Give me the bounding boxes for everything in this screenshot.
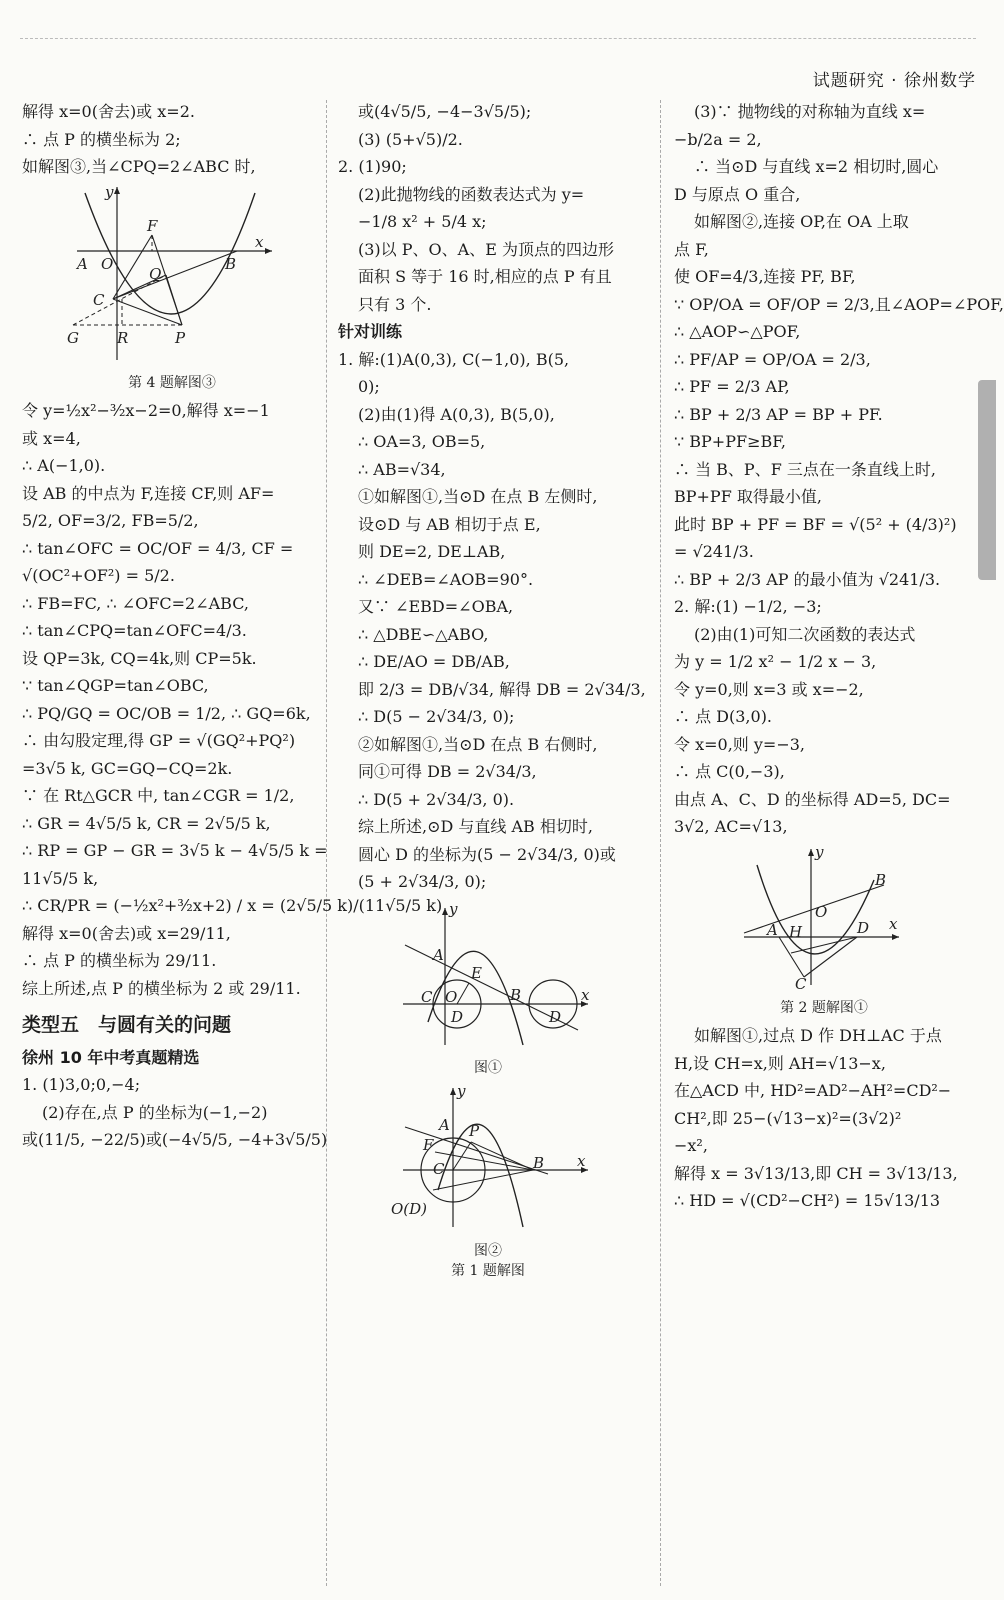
fig-label: y	[105, 182, 114, 201]
fig-label: B	[875, 870, 887, 889]
text-line: ∴ AB=√34,	[358, 459, 446, 479]
text-line: 11√5/5 k,	[22, 868, 99, 888]
text-line: 或(11/5, −22/5)或(−4√5/5, −4+3√5/5)	[22, 1130, 328, 1149]
text-line: 如解图②,连接 OP,在 OA 上取	[694, 212, 909, 231]
text-line: ∴ PQ/GQ = OC/OB = 1/2, ∴ GQ=6k,	[22, 703, 311, 723]
figure-caption: 图②	[474, 1242, 502, 1259]
fig-label: A	[439, 1116, 450, 1134]
right-column	[674, 98, 1004, 1600]
text-line: (2)由(1)得 A(0,3), B(5,0),	[358, 404, 555, 424]
text-line: 综上所述,点 P 的横坐标为 2 或 29/11.	[22, 978, 301, 998]
figure-caption: 第 4 题解图③	[128, 375, 216, 391]
text-line: −b/2a = 2,	[674, 129, 762, 149]
figure-q2-1	[674, 842, 974, 1019]
fig-label: C	[93, 290, 105, 309]
text-line: ∴ 由勾股定理,得 GP = √(GQ²+PQ²)	[22, 731, 296, 750]
text-line: ∴ △AOP∽△POF,	[674, 322, 801, 341]
fig-label: E	[471, 963, 482, 982]
page-header	[0, 0, 996, 100]
fig-label: y	[457, 1082, 466, 1100]
text-line: 1. 解:(1)A(0,3), C(−1,0), B(5,	[338, 349, 570, 369]
circle-diagram-1	[383, 900, 593, 1050]
fig-label: A	[77, 254, 88, 273]
text-line: 则 DE=2, DE⊥AB,	[358, 542, 506, 561]
text-line: CH²,即 25−(√13−x)²=(3√2)²	[674, 1108, 902, 1128]
text-line: ∴ RP = GP − GR = 3√5 k − 4√5/5 k =	[22, 841, 328, 860]
fig-label: A	[767, 920, 778, 939]
fig-label: P	[469, 1122, 480, 1140]
text-line: ∴ △DBE∽△ABO,	[358, 624, 489, 644]
middle-column	[338, 98, 646, 1600]
text-line: ∴ tan∠OFC = OC/OF = 4/3, CF =	[22, 538, 294, 558]
figure-q1-1	[338, 900, 638, 1079]
text-line: ①如解图①,当⊙D 在点 B 左侧时,	[358, 487, 598, 506]
text-line: ∴ BP + 2/3 AP = BP + PF.	[674, 404, 883, 424]
figure-caption: 第 1 题解图	[451, 1262, 525, 1279]
text-line: 解得 x = 3√13/13,即 CH = 3√13/13,	[674, 1163, 958, 1183]
text-line: BP+PF 取得最小值,	[674, 487, 822, 506]
text-line: 圆心 D 的坐标为(5 − 2√34/3, 0)或	[358, 844, 616, 864]
text-line: 设⊙D 与 AB 相切于点 E,	[358, 514, 541, 534]
side-tab	[978, 380, 996, 580]
fig-label: x	[889, 914, 898, 933]
text-line: (2)存在,点 P 的坐标为(−1,−2)	[42, 1102, 268, 1122]
text-line: ∵ tan∠QGP=tan∠OBC,	[22, 676, 209, 695]
text-line: 即 2/3 = DB/√34, 解得 DB = 2√34/3,	[358, 679, 646, 699]
section-subtitle: 针对训练	[338, 322, 403, 341]
text-line: 如解图③,当∠CPQ=2∠ABC 时,	[22, 157, 256, 176]
text-line: ∴ 当 B、P、F 三点在一条直线上时,	[674, 459, 936, 479]
text-line: −1/8 x² + 5/4 x;	[358, 212, 487, 231]
text-line: ∴ 点 P 的横坐标为 29/11.	[22, 951, 217, 970]
text-line: ∴ ∠DEB=∠AOB=90°.	[358, 569, 534, 589]
text-line: ∴ 点 D(3,0).	[674, 707, 773, 726]
fig-label: B	[225, 254, 237, 273]
text-line: ∴ OA=3, OB=5,	[358, 432, 486, 451]
text-line: ∴ 点 P 的横坐标为 2;	[22, 129, 181, 149]
text-line: 2. 解:(1) −1/2, −3;	[674, 597, 822, 616]
fig-label: x	[577, 1152, 586, 1170]
text-line: 令 y=0,则 x=3 或 x=−2,	[674, 679, 864, 699]
text-line: −x²,	[674, 1136, 708, 1155]
fig-label: Q	[149, 264, 162, 283]
text-line: (3)∵ 抛物线的对称轴为直线 x=	[694, 102, 926, 121]
circle-diagram-2	[383, 1082, 593, 1232]
text-line: 或 x=4,	[22, 428, 81, 448]
fig-label: O	[815, 902, 828, 921]
text-line: =3√5 k, GC=GQ−CQ=2k.	[22, 758, 233, 778]
text-line: √(OC²+OF²) = 5/2.	[22, 566, 175, 585]
fig-label: B	[510, 985, 522, 1004]
fig-label: A	[433, 945, 444, 964]
header-title: 试题研究 · 徐州数学	[812, 71, 976, 91]
text-line: ∵ 在 Rt△GCR 中, tan∠CGR = 1/2,	[22, 786, 295, 805]
fig-label: C	[421, 987, 433, 1006]
figure-caption: 图①	[474, 1060, 502, 1076]
fig-label: D	[857, 918, 870, 937]
fig-label: C	[795, 974, 807, 993]
text-line: 在△ACD 中, HD²=AD²−AH²=CD²−	[674, 1081, 952, 1100]
figure-caption: 第 2 题解图①	[780, 1000, 868, 1016]
text-line: (2)由(1)可知二次函数的表达式	[694, 624, 916, 644]
text-line: (3) (5+√5)/2.	[358, 129, 463, 149]
fig-label: x	[581, 985, 590, 1004]
text-line: ∴ D(5 + 2√34/3, 0).	[358, 789, 515, 809]
fig-label: D	[549, 1007, 562, 1026]
text-line: 此时 BP + PF = BF = √(5² + (4/3)²)	[674, 514, 957, 534]
parabola-triangle-diagram	[739, 842, 909, 993]
text-line: 3√2, AC=√13,	[674, 817, 788, 836]
text-line: 由点 A、C、D 的坐标得 AD=5, DC=	[674, 789, 951, 809]
text-line: H,设 CH=x,则 AH=√13−x,	[674, 1053, 886, 1073]
text-line: 为 y = 1/2 x² − 1/2 x − 3,	[674, 652, 877, 671]
text-line: = √241/3.	[674, 542, 754, 561]
text-line: 又∵ ∠EBD=∠OBA,	[358, 597, 514, 616]
text-line: 使 OF=4/3,连接 PF, BF,	[674, 267, 856, 286]
text-line: 同①可得 DB = 2√34/3,	[358, 762, 537, 781]
fig-label: R	[117, 328, 129, 347]
fig-label: F	[147, 216, 158, 235]
fig-label: O	[445, 987, 458, 1006]
text-line: 面积 S 等于 16 时,相应的点 P 有且	[358, 267, 612, 286]
fig-label: B	[533, 1154, 545, 1172]
text-line: ∴ 当⊙D 与直线 x=2 相切时,圆心	[694, 157, 939, 176]
fig-label: C	[433, 1160, 445, 1178]
text-line: ∴ FB=FC, ∴ ∠OFC=2∠ABC,	[22, 593, 249, 613]
text-line: (2)此抛物线的函数表达式为 y=	[358, 184, 585, 204]
text-line: (3)以 P、O、A、E 为顶点的四边形	[358, 239, 614, 259]
text-line: ∴ D(5 − 2√34/3, 0);	[358, 707, 515, 726]
text-line: 如解图①,过点 D 作 DH⊥AC 于点	[694, 1026, 942, 1045]
text-line: ∵ OP/OA = OF/OP = 2/3,且∠AOP=∠POF,	[674, 294, 1004, 314]
header-rule	[20, 38, 976, 39]
text-line: 综上所述,⊙D 与直线 AB 相切时,	[358, 817, 593, 836]
text-line: ∴ CR/PR = (−½x²+³⁄₂x+2) / x = (2√5/5 k)/(11√5/5 k)	[22, 896, 443, 915]
figure-q1-2	[338, 1082, 638, 1281]
text-line: (5 + 2√34/3, 0);	[358, 872, 487, 891]
text-line: ∴ 点 C(0,−3),	[674, 762, 785, 781]
text-line: 1. (1)3,0;0,−4;	[22, 1075, 141, 1094]
figure-q4-3	[22, 182, 322, 394]
fig-label: O	[101, 254, 114, 273]
fig-label: P	[175, 328, 186, 347]
text-line: 只有 3 个.	[358, 294, 432, 314]
text-line: ∴ PF/AP = OP/OA = 2/3,	[674, 349, 871, 369]
fig-label: y	[449, 899, 458, 918]
text-line: ∵ BP+PF≥BF,	[674, 432, 786, 451]
text-line: 解得 x=0(舍去)或 x=2.	[22, 102, 195, 121]
section-subtitle: 徐州 10 年中考真题精选	[22, 1047, 200, 1067]
text-line: 令 x=0,则 y=−3,	[674, 734, 805, 754]
text-line: D 与原点 O 重合,	[674, 184, 801, 204]
text-line: 设 QP=3k, CQ=4k,则 CP=5k.	[22, 648, 257, 668]
text-line: ∴ PF = 2/3 AP,	[674, 377, 790, 396]
fig-label: x	[255, 232, 264, 251]
text-line: ∴ BP + 2/3 AP 的最小值为 √241/3.	[674, 569, 941, 589]
text-line: ∴ DE/AO = DB/AB,	[358, 652, 510, 671]
fig-label: O(D)	[391, 1200, 428, 1218]
parabola-diagram	[67, 182, 277, 365]
text-line: 解得 x=0(舍去)或 x=29/11,	[22, 923, 231, 943]
fig-label: G	[67, 328, 79, 347]
text-line: ∴ GR = 4√5/5 k, CR = 2√5/5 k,	[22, 813, 271, 833]
section-title: 类型五 与圆有关的问题	[22, 1014, 232, 1036]
text-line: ∴ tan∠CPQ=tan∠OFC=4/3.	[22, 621, 247, 640]
fig-label: H	[789, 922, 803, 941]
text-line: 点 F,	[674, 239, 709, 259]
text-line: 0);	[358, 377, 380, 396]
fig-label: y	[815, 842, 824, 861]
text-line: ②如解图①,当⊙D 在点 B 右侧时,	[358, 734, 598, 754]
fig-label: F	[423, 1136, 434, 1154]
column-divider-2	[660, 100, 661, 1586]
text-line: 5/2, OF=3/2, FB=5/2,	[22, 511, 199, 530]
text-line: ∴ A(−1,0).	[22, 456, 106, 475]
text-line: 2. (1)90;	[338, 157, 407, 176]
text-line: 或(4√5/5, −4−3√5/5);	[358, 102, 532, 121]
text-line: 令 y=½x²−³⁄₂x−2=0,解得 x=−1	[22, 401, 270, 420]
text-line: 设 AB 的中点为 F,连接 CF,则 AF=	[22, 483, 275, 503]
fig-label: D	[451, 1007, 464, 1026]
text-line: ∴ HD = √(CD²−CH²) = 15√13/13	[674, 1191, 941, 1210]
